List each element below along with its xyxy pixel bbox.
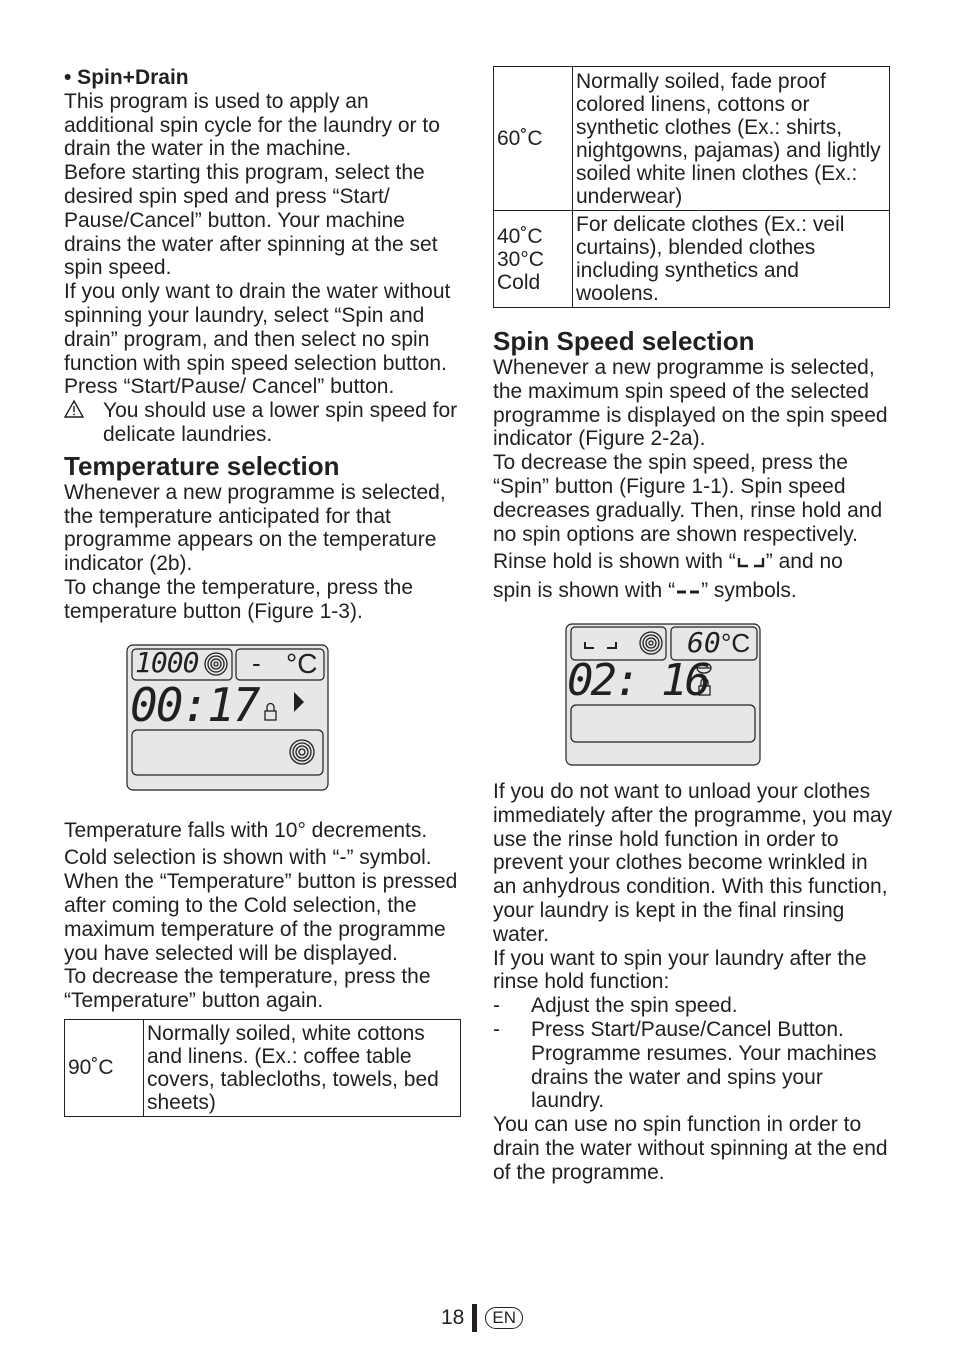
table-cell-temp: 90˚C xyxy=(65,1019,144,1116)
spin-paragraph: To decrease the spin speed, press the “Spin” button (Figure 1-1). Spin speed decreases gradually. Then, rinse hold and no spin options are shown respectively. xyxy=(493,451,883,546)
left-column xyxy=(64,66,464,1117)
rinse-hold-text: Rinse hold is shown with “ xyxy=(493,550,736,574)
temperature-paragraph: To change the temperature, press the temperature button (Figure 1-3). xyxy=(64,575,414,623)
page-number: 18 xyxy=(441,1306,465,1329)
temperature-paragraph: Whenever a new programme is selected, the temperature anticipated for that programme appears on the temperature indicator (2b). xyxy=(64,480,446,576)
table-cell-desc: Normally soiled, fade proof colored linens, cottons or synthetic clothes (Ex.: shirts, nightgowns, pajamas) and lightly soiled white linen clothes (Ex.: underwear) xyxy=(573,67,890,211)
language-badge: EN xyxy=(485,1307,523,1329)
warning-note xyxy=(64,399,464,447)
rinse-hold-text: ” and no xyxy=(765,550,843,574)
no-spin-text: ” symbols. xyxy=(701,578,797,602)
rinse-hold-line xyxy=(493,550,893,574)
temperature-table xyxy=(493,66,890,308)
table-cell-desc: For delicate clothes (Ex.: veil curtains), blended clothes including synthetics and woolens. xyxy=(573,211,890,308)
spin-drain-paragraph: Before starting this program, select the desired spin sped and press “Start/ Pause/Cancel” button. Your machine drains the water after spinning at the set spin speed. xyxy=(64,161,438,280)
table-cell-temp: 60˚C xyxy=(494,67,573,211)
spin-drain-paragraph: This program is used to apply an additional spin cycle for the laundry or to drain the water in the machine. xyxy=(64,89,440,161)
warning-icon xyxy=(64,399,103,447)
table-row xyxy=(494,67,890,211)
spin-paragraph: If you do not want to unload your clothes immediately after the programme, you may use the rinse hold function in order to prevent your clothes become wrinkled in an anhydrous condition. With this function, your laundry is kept in the final rinsing water. xyxy=(493,780,893,946)
no-spin-icon xyxy=(675,579,701,603)
no-spin-line xyxy=(493,579,893,603)
step-text: Press Start/Pause/Cancel Button. Programme resumes. Your machines drains the water and spins your laundry. xyxy=(531,1018,877,1113)
temperature-display-illustration xyxy=(126,644,329,791)
spin-paragraph: You can use no spin function in order to drain the water without spinning at the end of the programme. xyxy=(493,1113,888,1184)
lcd-temperature-unit: °C xyxy=(286,647,318,679)
table-row xyxy=(65,1019,461,1116)
step-text: Adjust the spin speed. xyxy=(531,994,738,1018)
lcd-time: 02: 16 xyxy=(567,655,708,707)
lcd-time: 00:17 xyxy=(130,677,259,732)
spin-paragraph: Whenever a new programme is selected, the maximum spin speed of the selected programme is displayed on the spin speed indicator (Figure 2-2a). xyxy=(493,356,888,451)
table-cell-desc: Normally soiled, white cottons and linens. (Ex.: coffee table covers, tablecloths, towels, bed sheets) xyxy=(144,1019,461,1116)
spin-paragraph: If you want to spin your laundry after the rinse hold function: xyxy=(493,946,867,994)
temperature-paragraph: Cold selection is shown with “-” symbol. When the “Temperature” button is pressed after coming to the Cold selection, the maximum temperature of the programme you have selected will be displayed. xyxy=(64,846,458,965)
temperature-table xyxy=(64,1019,461,1117)
lcd-temperature-value: - xyxy=(252,647,261,678)
spin-display-illustration xyxy=(565,623,761,766)
rinse-hold-icon xyxy=(736,551,766,575)
right-column xyxy=(493,66,893,1185)
page-footer xyxy=(441,1304,523,1332)
temperature-heading: Temperature selection xyxy=(64,450,340,481)
table-row xyxy=(494,211,890,308)
footer-divider xyxy=(472,1304,477,1332)
no-spin-text: spin is shown with “ xyxy=(493,578,676,602)
spin-heading: Spin Speed selection xyxy=(493,326,755,356)
list-item: - Adjust the spin speed. xyxy=(493,994,738,1018)
lcd-temperature-unit: °C xyxy=(721,628,751,659)
list-item: - Press Start/Pause/Cancel Button. Programme resumes. Your machines drains the water and spins your laundry. xyxy=(493,1018,893,1113)
warning-text: You should use a lower spin speed for delicate laundries. xyxy=(103,399,458,446)
steps-list xyxy=(493,994,893,1113)
spin-drain-paragraph: If you only want to drain the water without spinning your laundry, select “Spin and drain” program, and then select no spin function with spin speed selection button. Press “Start/Pause/ Cancel” button. xyxy=(64,280,451,399)
lcd-spin-speed: 1000 xyxy=(135,645,199,679)
spin-drain-title: • Spin+Drain xyxy=(64,66,189,89)
lcd-temperature-value: 60 xyxy=(687,626,721,660)
temperature-paragraph: Temperature falls with 10° decrements. xyxy=(64,818,428,842)
table-cell-temp: 40˚C 30°C Cold xyxy=(494,211,573,308)
temperature-paragraph: To decrease the temperature, press the “Temperature” button again. xyxy=(64,965,431,1013)
